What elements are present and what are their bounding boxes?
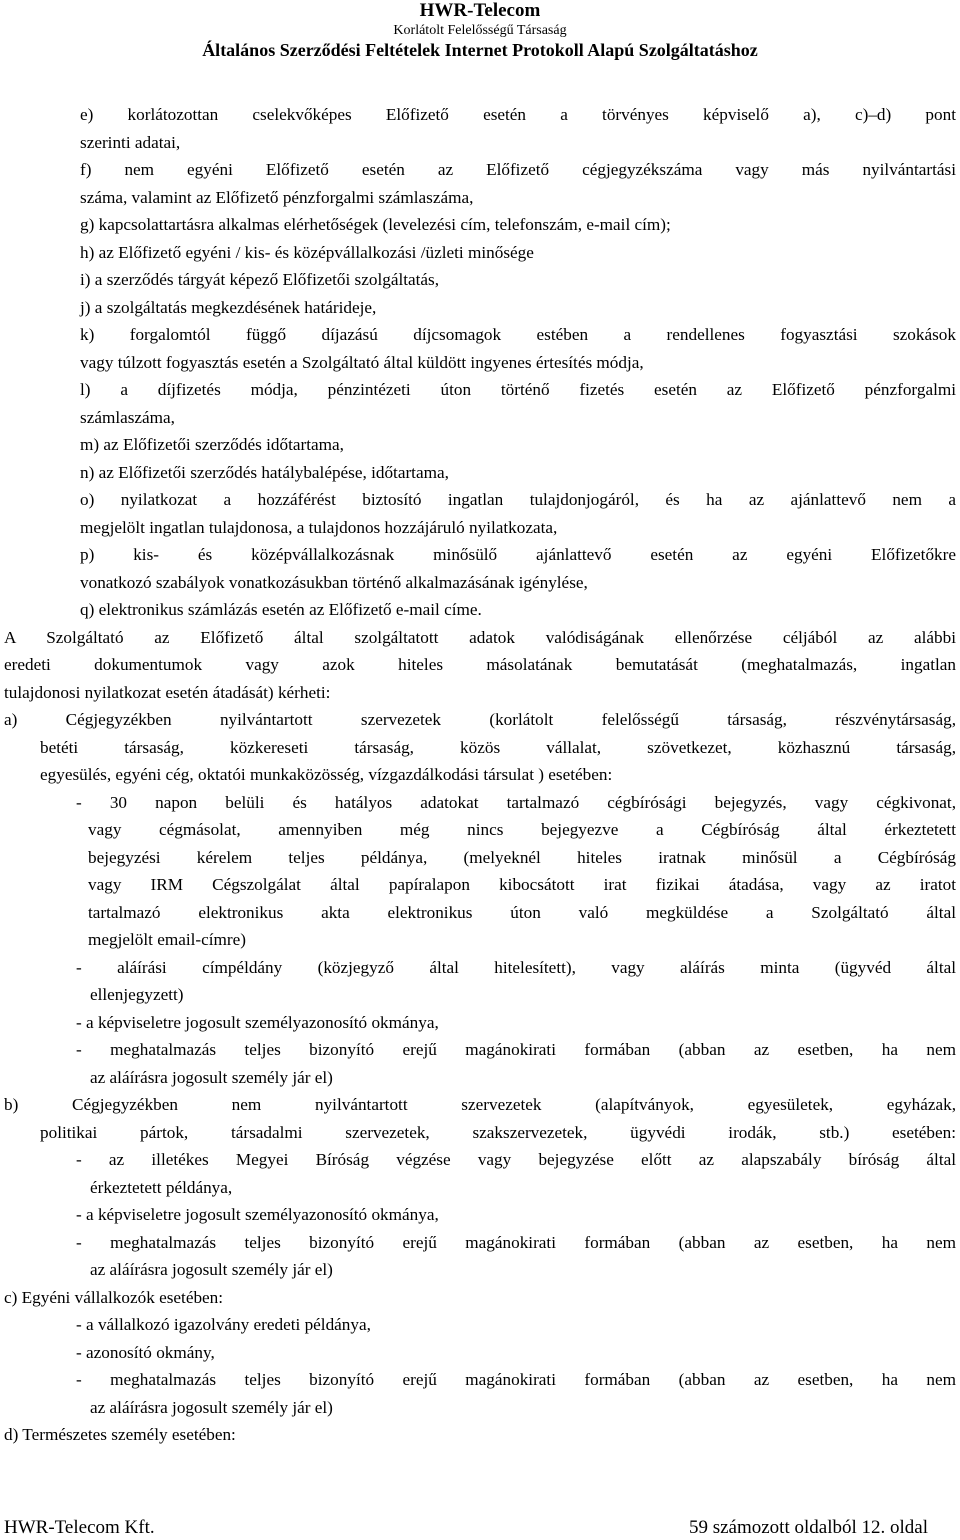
header-company: HWR-Telecom [419, 0, 541, 21]
text-line: - a képviseletre jogosult személyazonosító okmánya, [76, 1012, 439, 1032]
text-line: megjelölt email-címre) [88, 930, 246, 949]
text-line: - a vállalkozó igazolvány eredeti példánya, [76, 1315, 371, 1334]
text-line: - meghatalmazás teljes bizonyító erejű magánokirati formában (abban az esetben, ha nem [76, 1232, 956, 1252]
text-line: g) kapcsolattartásra alkalmas elérhetőségek (levelezési cím, telefonszám, e-mail cím); [80, 215, 671, 234]
text-line: vonatkozó szabályok vonatkozásukban történő alkalmazásának igénylése, [80, 572, 588, 592]
text-line: a) Cégjegyzékben nyilvántartott szervezetek (korlátolt felelősségű társaság, részvénytársaság, [4, 710, 956, 729]
text-line: eredeti dokumentumok vagy azok hiteles másolatának bemutatását (meghatalmazás, ingatlan [4, 655, 956, 674]
text-line: tartalmazó elektronikus akta elektronikus úton való megküldése a Szolgáltató által [88, 902, 956, 922]
text-line: i) a szerződés tárgyát képező Előfizetői szolgáltatás, [80, 270, 440, 289]
text-line: k) forgalomtól függő díjazású díjcsomagok estében a rendellenes fogyasztási szokások [80, 325, 956, 344]
text-line: d) Természetes személy esetében: [4, 1425, 236, 1444]
text-line: m) az Előfizetői szerződés időtartama, [80, 435, 344, 454]
document-body [4, 101, 956, 1449]
text-line: megjelölt ingatlan tulajdonosa, a tulajdonos hozzájáruló nyilatkozata, [80, 517, 558, 537]
text-line: tulajdonosi nyilatkozat esetén átadását) kérheti: [4, 682, 331, 702]
text-line: száma, valamint az Előfizető pénzforgalmi számlaszáma, [80, 187, 474, 207]
text-line: h) az Előfizető egyéni / kis- és középvállalkozási /üzleti minősége [80, 242, 534, 262]
text-line: az aláírásra jogosult személy jár el) [90, 1067, 333, 1087]
text-line: - a képviseletre jogosult személyazonosító okmánya, [76, 1205, 439, 1224]
text-line: betéti társaság, közkereseti társaság, közös vállalat, szövetkezet, közhasznú társaság, [40, 737, 956, 757]
text-line: p) kis- és középvállalkozásnak minősülő ajánlattevő esetén az egyéni Előfizetőkre [80, 545, 956, 564]
text-line: - az illetékes Megyei Bíróság végzése vagy bejegyzése előtt az alapszabály bíróság által [76, 1150, 956, 1169]
text-line: érkeztetett példánya, [90, 1177, 233, 1197]
text-line: vagy túlzott fogyasztás esetén a Szolgáltató által küldött ingyenes értesítés módja, [80, 352, 644, 372]
text-line: bejegyzési kérelem teljes példánya, (melyeknél hiteles iratnak minősül a Cégbíróság [88, 847, 956, 867]
text-line: e) korlátozottan cselekvőképes Előfizető esetén a törvényes képviselő a), c)–d) pont [80, 105, 956, 124]
footer-page-number: 59 számozott oldalból 12. oldal [688, 1517, 928, 1538]
text-line: egyesülés, egyéni cég, oktatói munkaközösség, vízgazdálkodási társulat ) esetében: [40, 765, 613, 784]
text-line: f) nem egyéni Előfizető esetén az Előfizető cégjegyzékszáma vagy más nyilvántartási [80, 160, 956, 179]
text-line: számlaszáma, [80, 407, 175, 427]
text-line: - 30 napon belüli és hatályos adatokat tartalmazó cégbírósági bejegyzés, vagy cégkivonat, [76, 792, 956, 812]
text-line: j) a szolgáltatás megkezdésének határideje, [80, 297, 377, 317]
text-line: l) a díjfizetés módja, pénzintézeti úton történő fizetés esetén az Előfizető pénzforgalmi [80, 380, 956, 399]
text-line: ellenjegyzett) [90, 985, 184, 1004]
text-line: q) elektronikus számlázás esetén az Előfizető e-mail címe. [80, 600, 482, 619]
text-line: - aláírási címpéldány (közjegyző által hitelesített), vagy aláírás minta (ügyvéd által [76, 957, 956, 977]
text-line: az aláírásra jogosult személy jár el) [90, 1260, 333, 1279]
text-line: szerinti adatai, [80, 132, 181, 152]
text-line: - azonosító okmány, [76, 1342, 215, 1362]
page-header [0, 0, 960, 61]
text-line: o) nyilatkozat a hozzáférést biztosító ingatlan tulajdonjogáról, és ha az ajánlattevő nem a [80, 490, 956, 509]
text-line: n) az Előfizetői szerződés hatálybalépése, időtartama, [80, 462, 449, 482]
text-line: A Szolgáltató az Előfizető által szolgáltatott adatok valódiságának ellenőrzése céljából az alábbi [4, 627, 956, 647]
text-line: - meghatalmazás teljes bizonyító erejű magánokirati formában (abban az esetben, ha nem [76, 1370, 956, 1389]
text-line: b) Cégjegyzékben nem nyilvántartott szervezetek (alapítványok, egyesületek, egyházak, [4, 1095, 956, 1114]
text-line: politikai pártok, társadalmi szervezetek, szakszervezetek, ügyvédi irodák, stb.) esetében: [40, 1122, 956, 1142]
text-line: c) Egyéni vállalkozók esetében: [4, 1287, 224, 1307]
text-line: az aláírásra jogosult személy jár el) [90, 1397, 333, 1417]
footer-company: HWR-Telecom Kft. [4, 1517, 155, 1538]
text-line: - meghatalmazás teljes bizonyító erejű magánokirati formában (abban az esetben, ha nem [76, 1040, 956, 1059]
text-line: vagy cégmásolat, amennyiben még nincs bejegyezve a Cégbíróság által érkeztetett [88, 820, 956, 839]
header-company-form: Korlátolt Felelősségű Társaság [393, 23, 567, 38]
text-line: vagy IRM Cégszolgálat által papíralapon kibocsátott irat fizikai átadása, vagy az iratot [88, 875, 956, 894]
header-document-title: Általános Szerződési Feltételek Internet Protokoll Alapú Szolgáltatáshoz [202, 40, 758, 60]
